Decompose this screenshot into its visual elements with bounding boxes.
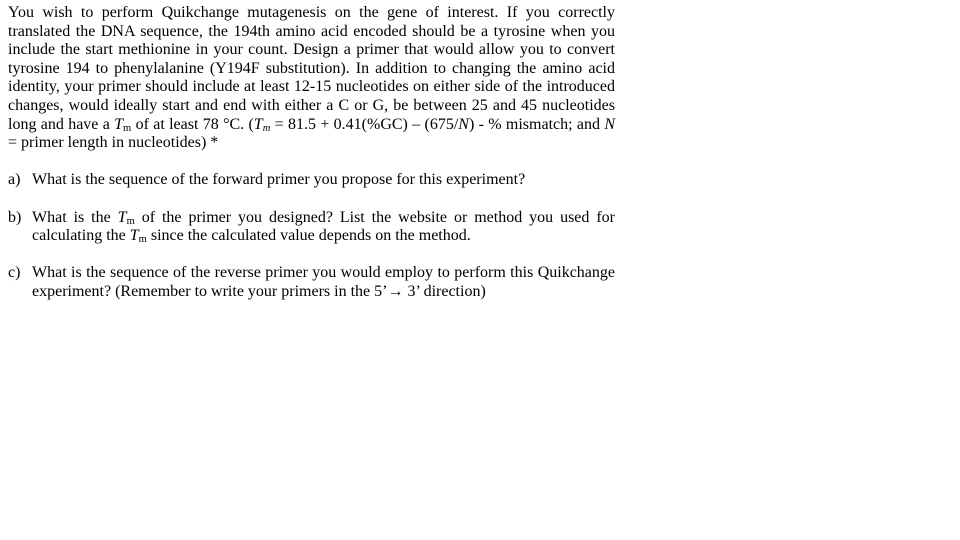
text-segment: m [126,215,135,227]
text-line [8,97,615,116]
text-segment: of at least 78 °C. ( [131,115,254,133]
question-document [8,4,615,302]
text-segment: tyrosine 194 to phenylalanine (Y194F substitution). In addition to changing the amino acid [8,59,615,77]
text-line [32,227,615,246]
text-segment: = 81.5 + 0.41(%GC) – (675/ [270,115,459,133]
text-segment: of the primer you designed? List the website or method you used for [134,208,615,226]
text-segment: What is the sequence of the forward primer you propose for this experiment? [32,171,526,189]
item-a-text [32,171,615,190]
question-item-b [8,209,615,246]
item-c-text [32,264,615,301]
text-segment: What is the [32,208,118,226]
question-intro-paragraph [8,4,615,153]
question-item-a [8,171,615,190]
text-segment: since the calculated value depends on the method. [146,227,471,245]
text-segment: N [604,115,615,133]
text-line [8,134,615,153]
item-a-label: a) [8,171,21,189]
text-segment: experiment? (Remember to write your primers in the 5’→ 3’ direction) [32,282,486,300]
text-segment: m [123,122,132,134]
text-segment: T [114,115,124,133]
text-line [8,78,615,97]
text-line [8,4,615,23]
text-line [8,116,615,135]
text-segment: long and have a [8,115,115,133]
text-line [32,264,615,283]
text-segment: include the start methionine in your count. Design a primer that would allow you to convert [8,41,615,59]
question-item-c [8,264,615,301]
text-segment: changes, would ideally start and end with either a C or G, be between 25 and 45 nucleotides [8,96,615,114]
text-line [8,23,615,42]
text-segment: identity, your primer should include at least 12-15 nucleotides on either side of the introduced [8,78,615,96]
text-segment: T [253,115,263,133]
text-segment: You wish to perform Quikchange mutagenesis on the gene of interest. If you correctly [8,4,615,21]
item-b-label: b) [8,208,22,226]
text-segment: T [117,208,127,226]
text-line [32,171,615,190]
text-segment: T [129,227,139,245]
text-segment: m [138,234,147,246]
text-segment: = primer length in nucleotides) * [8,134,219,152]
text-line [8,60,615,79]
text-segment: translated the DNA sequence, the 194th amino acid encoded should be a tyrosine when you [8,22,615,40]
text-segment: N [458,115,469,133]
text-line [32,283,615,302]
item-c-label: c) [8,264,21,282]
text-segment: m [262,122,271,134]
text-segment: What is the sequence of the reverse primer you would employ to perform this Quikchange [32,264,615,282]
text-line [8,41,615,60]
item-b-text [32,209,615,246]
text-segment: ) - % mismatch; and [468,115,605,133]
text-line [32,209,615,228]
text-segment: calculating the [32,227,130,245]
